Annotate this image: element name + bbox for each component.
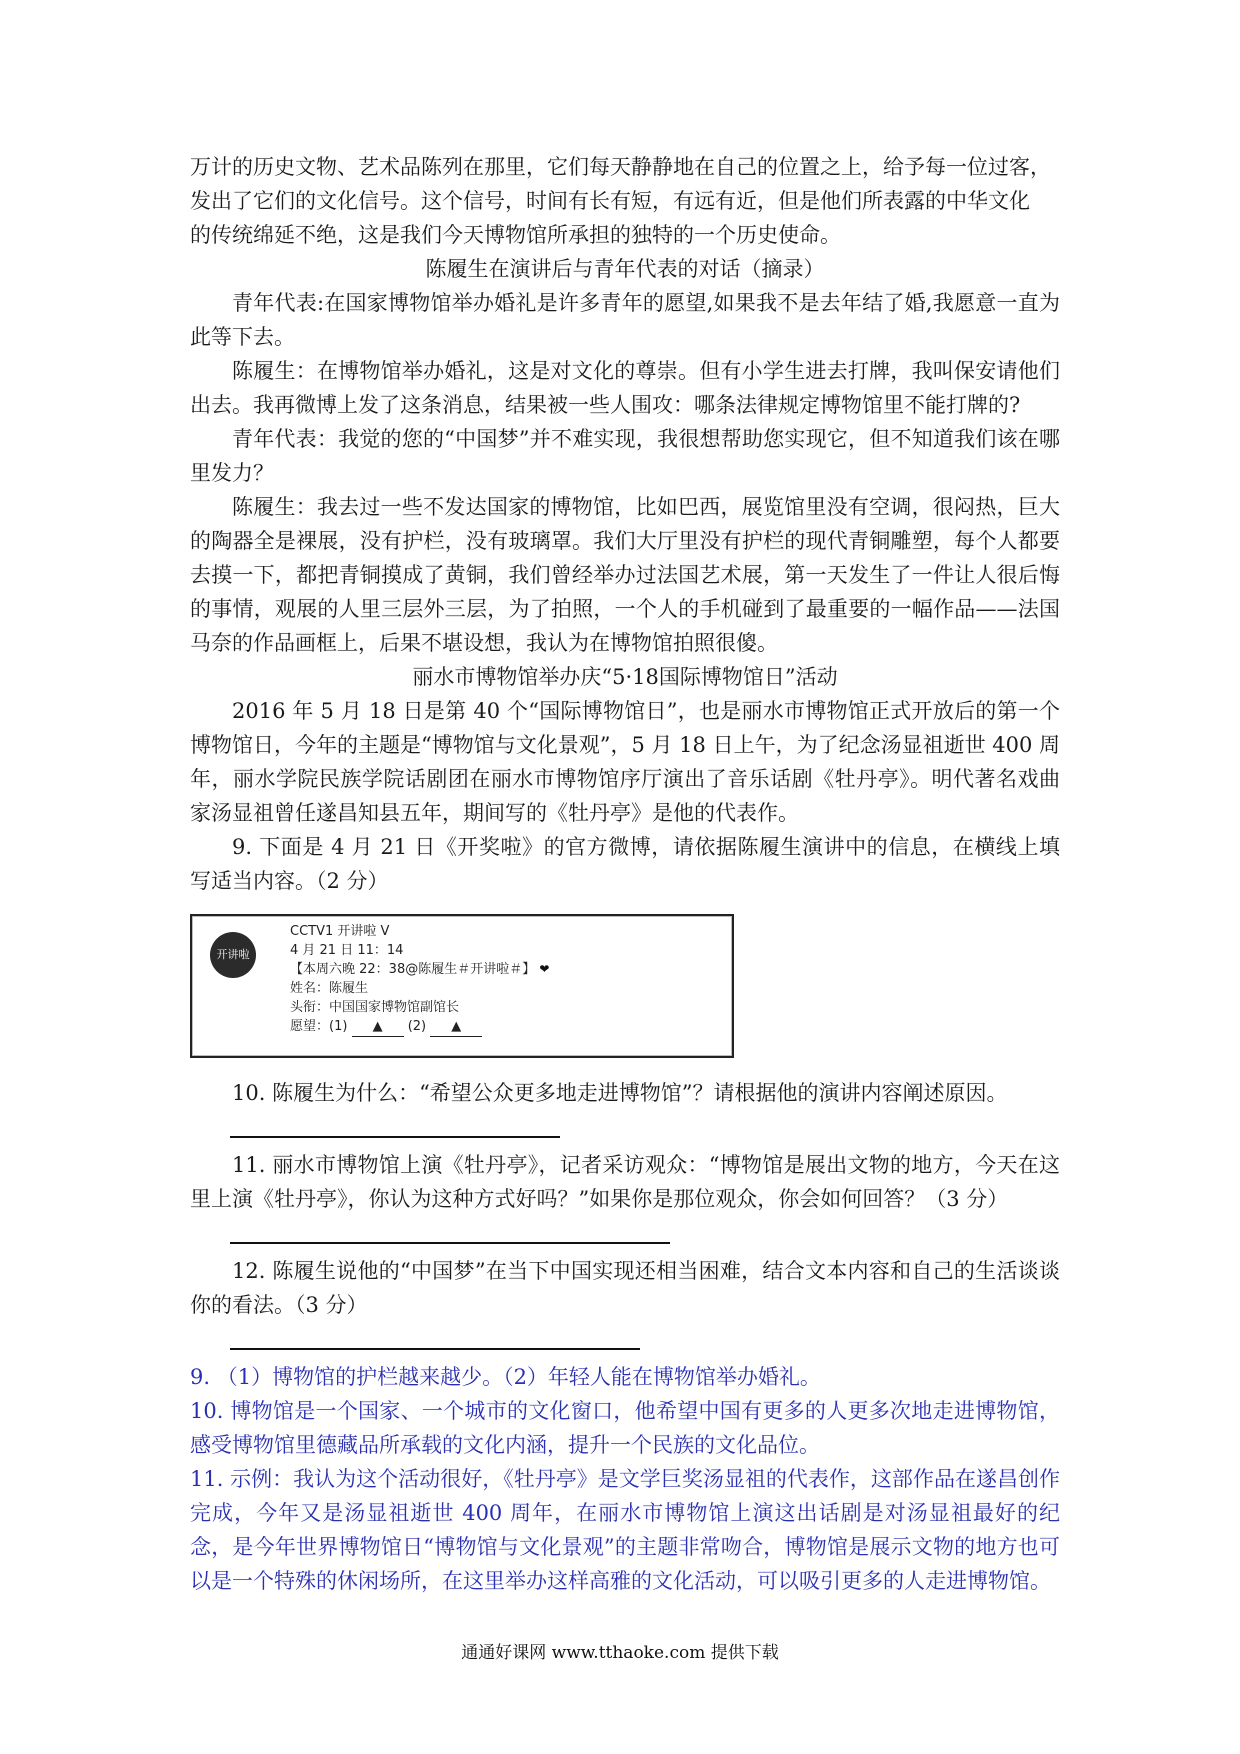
dialogue-paragraph: 青年代表：我觉的您的“中国梦”并不难实现，我很想帮助您实现它，但不知道我们该在哪里发力？ [190,427,1060,485]
answer-10: 10. 博物馆是一个国家、一个城市的文化窗口，他希望中国有更多的人更多次地走进博物馆，感受博物馆里德藏品所承载的文化内涵，提升一个民族的文化品位。 [190,1399,1060,1457]
event-paragraph: 2016 年 5 月 18 日是第 40 个“国际博物馆日”，也是丽水市博物馆正式开放后的第一个博物馆日，今年的主题是“博物馆与文化景观”，5 月 18 日上午，为了纪念汤显祖逝世 400 周年，丽水学院民族学院话剧团在丽水市博物馆序厅演出了音乐话剧《牡丹亭》。明代著名戏曲家汤显祖曾任遂昌知县五年，期间写的《牡丹亭》是他的代表作。 [190,699,1061,825]
footer-download-note: 通通好课网 www.tthaoke.com 提供下载 [461,1643,779,1663]
intro-line-2: 发出了它们的文化信号。这个信号，时间有长有短，有远有近，但是他们所表露的中华文化 [190,189,1030,213]
question-10: 10. 陈履生为什么：“希望公众更多地走进博物馆”？请根据他的演讲内容阐述原因。 [232,1081,1008,1105]
avatar: 开讲啦 [210,932,256,978]
weibo-post: 【本周六晚 22：38@陈履生＃开讲啦＃】 [290,962,536,977]
heart-icon: ❤ [539,962,550,976]
dialogue-paragraph: 青年代表:在国家博物馆举办婚礼是许多青年的愿望,如果我不是去年结了婚,我愿意一直为此等下去。 [190,291,1060,349]
triangle-icon: ▲ [430,1017,482,1037]
weibo-account: CCTV1 开讲啦 V [290,924,390,939]
weibo-post-image [190,914,734,1058]
dialogue-paragraph: 陈履生：在博物馆举办婚礼，这是对文化的尊崇。但有小学生进去打牌，我叫保安请他们出去。我再微博上发了这条消息，结果被一些人围攻：哪条法律规定博物馆里不能打牌的? [190,359,1060,417]
wish-label: 愿望：(1) [290,1019,348,1034]
event-title: 丽水市博物馆举办庆“5·18国际博物馆日”活动 [412,665,838,689]
weibo-time: 4 月 21 日 11：14 [290,943,404,958]
triangle-icon: ▲ [352,1017,404,1037]
intro-line-1: 万计的历史文物、艺术品陈列在那里，它们每天静静地在自己的位置之上，给予每一位过客， [190,155,1051,179]
wish-mid: (2) [407,1019,427,1034]
weibo-text-block [290,922,549,1037]
weibo-post-line [290,960,549,979]
answer-11: 11. 示例：我认为这个活动很好，《牡丹亭》是文学巨奖汤显祖的代表作，这部作品在遂昌创作完成，今年又是汤显祖逝世 400 周年，在丽水市博物馆上演这出话剧是对汤显祖最好的纪念，是今年世界博物馆日“博物馆与文化景观”的主题非常吻合，博物馆是展示文物的地方也可以是一个特殊的休闲场所，在这里举办这样高雅的文化活动，可以吸引更多的人走进博物馆。 [190,1467,1060,1593]
question-11: 11. 丽水市博物馆上演《牡丹亭》，记者采访观众：“博物馆是展出文物的地方，今天在这里上演《牡丹亭》，你认为这种方式好吗？”如果你是那位观众，你会如何回答？（3 分） [190,1153,1060,1211]
weibo-name: 姓名：陈履生 [290,981,369,996]
weibo-title: 头衔：中国国家博物馆副馆长 [290,1000,460,1015]
question-9: 9. 下面是 4 月 21 日《开奖啦》的官方微博，请依据陈履生演讲中的信息，在横线上填写适当内容。（2 分） [190,835,1060,893]
intro-line-3: 的传统绵延不绝，这是我们今天博物馆所承担的独特的一个历史使命。 [190,223,841,247]
weibo-wish [290,1017,549,1037]
dialogue-title: 陈履生在演讲后与青年代表的对话（摘录） [425,257,825,281]
document-page [190,150,1060,1598]
answer-9: 9. （1）博物馆的护栏越来越少。（2）年轻人能在博物馆举办婚礼。 [190,1365,821,1389]
dialogue-paragraph: 陈履生：我去过一些不发达国家的博物馆，比如巴西，展览馆里没有空调，很闷热，巨大的陶器全是裸展，没有护栏，没有玻璃罩。我们大厅里没有护栏的现代青铜雕塑，每个人都要去摸一下，都把青铜摸成了黄铜，我们曾经举办过法国艺术展，第一天发生了一件让人很后悔的事情，观展的人里三层外三层，为了拍照，一个人的手机碰到了最重要的一幅作品——法国马奈的作品画框上，后果不堪设想，我认为在博物馆拍照很傻。 [190,495,1060,655]
question-12: 12. 陈履生说他的“中国梦”在当下中国实现还相当困难，结合文本内容和自己的生活谈谈你的看法。（3 分） [190,1259,1060,1317]
